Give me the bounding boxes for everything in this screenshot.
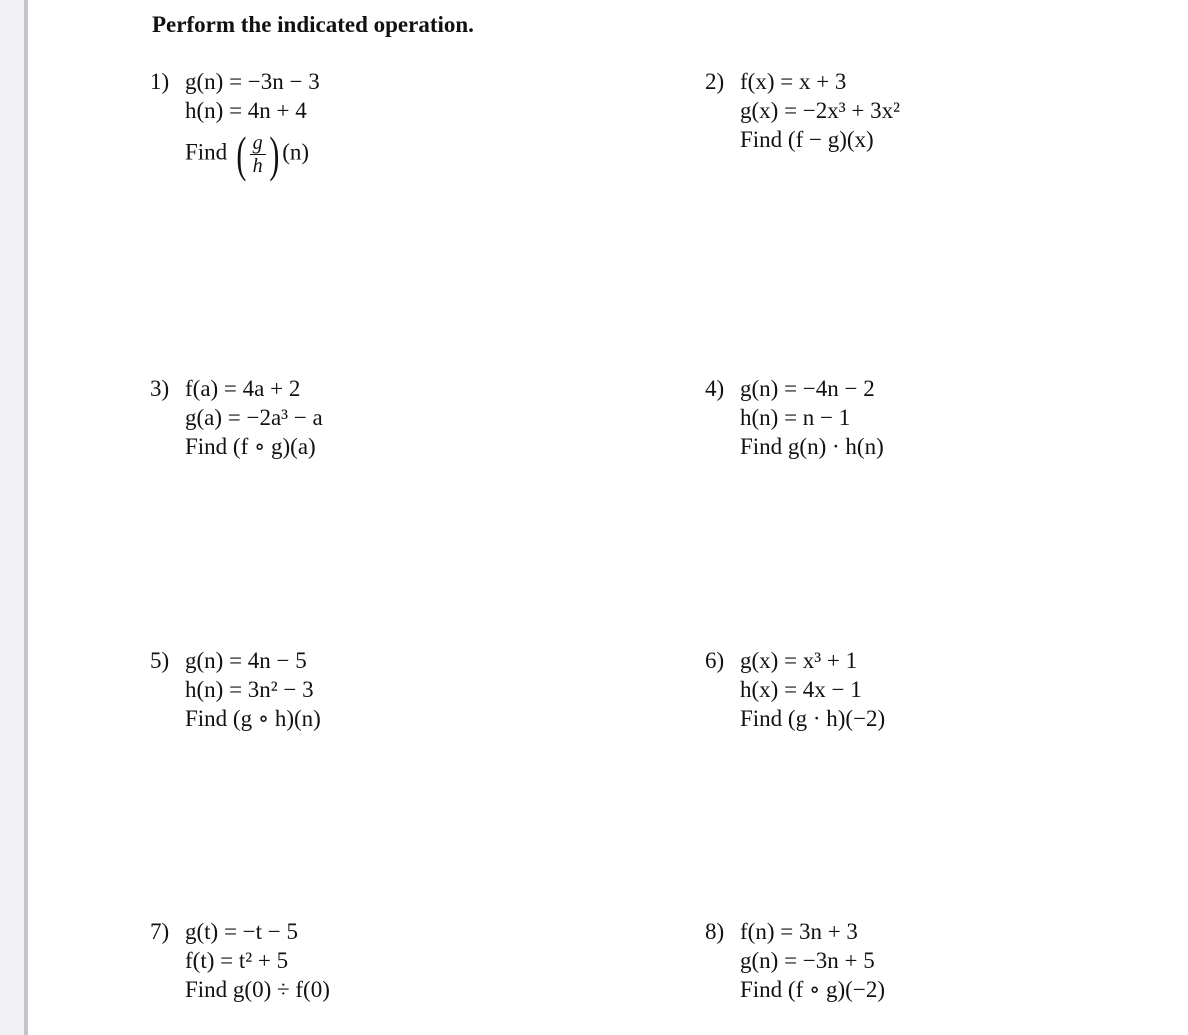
problem-line: g(n) = −3n + 5 bbox=[740, 948, 875, 973]
problem-number: 3) bbox=[150, 376, 170, 401]
problem-line: Find (f ∘ g)(a) bbox=[185, 434, 316, 459]
problem-number: 8) bbox=[705, 919, 725, 944]
left-paren-icon: ( bbox=[236, 126, 247, 182]
problem-line: g(x) = −2x³ + 3x² bbox=[740, 98, 901, 123]
problem-line: Find (g · h)(−2) bbox=[740, 706, 886, 731]
page-gutter bbox=[0, 0, 24, 1035]
problem-line: g(n) = 4n − 5 bbox=[185, 648, 307, 673]
problem-number: 7) bbox=[150, 919, 170, 944]
fraction-denominator: h bbox=[252, 154, 263, 177]
find-suffix: (n) bbox=[282, 139, 310, 165]
problem-line: Find g(n) · h(n) bbox=[740, 434, 884, 459]
problem-line: g(a) = −2a³ − a bbox=[185, 405, 323, 430]
problem-line: f(x) = x + 3 bbox=[740, 69, 847, 94]
problem-line: Find (f − g)(x) bbox=[740, 127, 874, 152]
find-line bbox=[185, 126, 320, 182]
problem-line: Find (f ∘ g)(−2) bbox=[740, 977, 885, 1002]
right-paren-icon: ) bbox=[268, 126, 279, 182]
problem-line: h(n) = 4n + 4 bbox=[185, 98, 307, 123]
problem-line: f(t) = t² + 5 bbox=[185, 948, 289, 973]
problem-line: f(a) = 4a + 2 bbox=[185, 376, 301, 401]
fraction-expression bbox=[233, 126, 282, 182]
problem-line: h(n) = 3n² − 3 bbox=[185, 677, 314, 702]
fraction-numerator: g bbox=[250, 132, 266, 155]
problem-number: 2) bbox=[705, 69, 725, 94]
problem-number: 5) bbox=[150, 648, 170, 673]
worksheet-title: Perform the indicated operation. bbox=[152, 12, 474, 37]
problem-line: g(n) = −3n − 3 bbox=[185, 69, 320, 94]
problem-line: h(x) = 4x − 1 bbox=[740, 677, 862, 702]
problem-line: g(n) = −4n − 2 bbox=[740, 376, 875, 401]
problem-line: h(n) = n − 1 bbox=[740, 405, 851, 430]
problem-line: f(n) = 3n + 3 bbox=[740, 919, 858, 944]
problem-number: 4) bbox=[705, 376, 725, 401]
find-label: Find bbox=[185, 139, 228, 165]
problem-line: g(t) = −t − 5 bbox=[185, 919, 299, 944]
problem-line: g(x) = x³ + 1 bbox=[740, 648, 858, 673]
problem-line: Find (g ∘ h)(n) bbox=[185, 706, 321, 731]
page-border bbox=[24, 0, 28, 1035]
problem-line: Find g(0) ÷ f(0) bbox=[185, 977, 330, 1002]
problem-number: 1) bbox=[150, 69, 170, 94]
problem-number: 6) bbox=[705, 648, 725, 673]
